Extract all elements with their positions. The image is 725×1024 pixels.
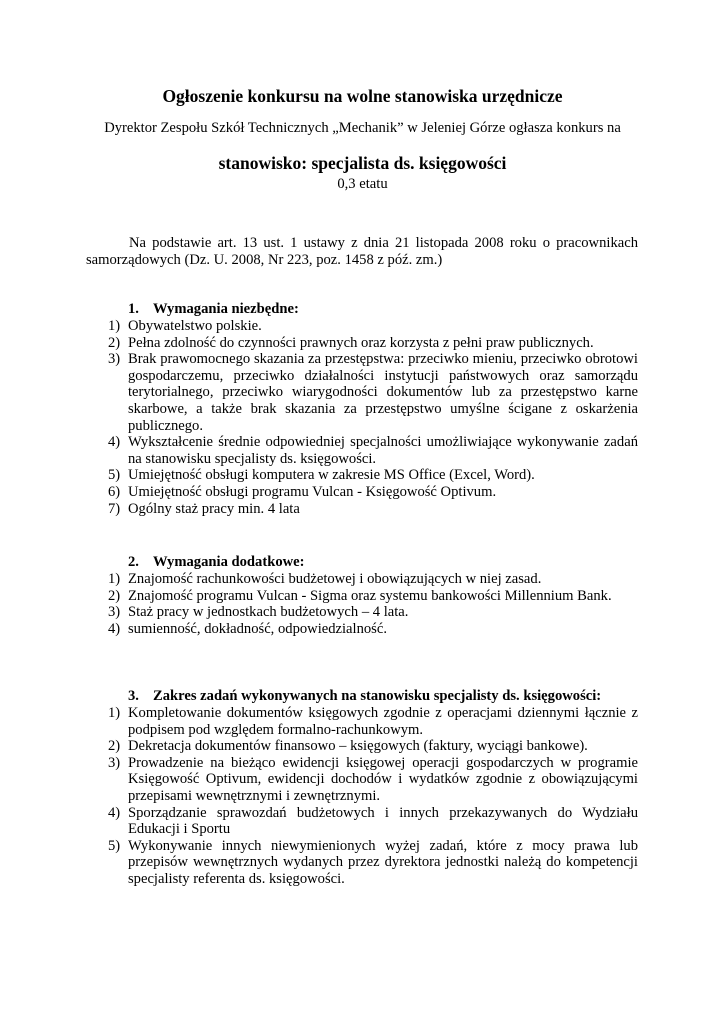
list-marker: 3) <box>108 754 121 771</box>
section-heading-text: Wymagania niezbędne: <box>153 301 299 317</box>
list-item <box>108 351 638 434</box>
list-marker: 6) <box>108 483 121 500</box>
list-item-text: Umiejętność obsługi programu Vulcan - Księgowość Optivum. <box>128 483 497 500</box>
list-marker: 5) <box>108 467 121 484</box>
list-item <box>108 318 638 335</box>
list-item <box>108 838 638 888</box>
list-marker: 3) <box>108 604 121 621</box>
list-marker: 4) <box>108 434 121 451</box>
list-marker: 1) <box>108 571 121 587</box>
list-item <box>108 571 638 588</box>
list-item <box>108 467 638 484</box>
section-heading-duties <box>128 688 601 705</box>
list-item <box>108 484 638 501</box>
list-marker: 7) <box>108 500 121 517</box>
director-announcement: Dyrektor Zespołu Szkół Technicznych „Mechanik” w Jeleniej Górze ogłasza konkurs na <box>104 120 621 136</box>
legal-basis-paragraph: Na podstawie art. 13 ust. 1 ustawy z dnia 21 listopada 2008 roku o pracownikach samorządowych (Dz. U. 2008, Nr 223, poz. 1458 z póź. zm.) <box>86 235 638 268</box>
list-marker: 2) <box>108 738 121 755</box>
list-marker: 1) <box>108 705 121 721</box>
additional-list <box>108 571 638 637</box>
list-marker: 4) <box>108 620 121 637</box>
list-item <box>108 588 638 605</box>
list-item-text: Brak prawomocnego skazania za przestępstwa: przeciwko mieniu, przeciwko obrotowi gospodarczemu, przeciwko działalności instytucji państwowych oraz samorządu terytorialnego, przeciwko wiarygodności dokumentów lub za przestępstwo karne skarbowe, a także brak skazania za przestępstwo umyślne ścigane z oskarżenia publicznego. <box>128 351 638 434</box>
section-number: 1. <box>128 301 139 317</box>
list-marker: 2) <box>108 587 121 604</box>
list-item <box>108 335 638 352</box>
section-number: 2. <box>128 554 139 570</box>
list-item-text: Wykształcenie średnie odpowiedniej specjalności umożliwiające wykonywanie zadań na stanowisku specjalisty ds. księgowości. <box>128 434 638 467</box>
list-item-text: Pełna zdolność do czynności prawnych oraz korzysta z pełni praw publicznych. <box>128 334 594 351</box>
list-marker: 4) <box>108 804 121 821</box>
list-item-text: sumienność, dokładność, odpowiedzialność. <box>128 620 387 637</box>
list-item <box>108 755 638 805</box>
list-item <box>108 501 638 518</box>
list-marker: 3) <box>108 351 121 368</box>
section-heading-text: Wymagania dodatkowe: <box>153 554 305 570</box>
list-marker: 5) <box>108 837 121 854</box>
list-item-text: Obywatelstwo polskie. <box>128 318 262 334</box>
required-list <box>108 318 638 517</box>
section-heading-required <box>128 301 299 318</box>
section-heading-additional <box>128 554 305 571</box>
section-number: 3. <box>128 688 139 704</box>
list-item-text: Znajomość programu Vulcan - Sigma oraz systemu bankowości Millennium Bank. <box>128 587 612 604</box>
list-item-text: Ogólny staż pracy min. 4 lata <box>128 500 300 517</box>
page-title: Ogłoszenie konkursu na wolne stanowiska urzędnicze <box>162 86 563 106</box>
list-item <box>108 705 638 738</box>
list-marker: 1) <box>108 318 121 334</box>
list-item-text: Dekretacja dokumentów finansowo – księgowych (faktury, wyciągi bankowe). <box>128 738 588 755</box>
section-heading-text: Zakres zadań wykonywanych na stanowisku specjalisty ds. księgowości: <box>153 688 602 704</box>
list-item <box>108 621 638 638</box>
list-marker: 2) <box>108 334 121 351</box>
list-item-text: Sporządzanie sprawozdań budżetowych i innych przekazywanych do Wydziału Edukacji i Sportu <box>128 804 638 838</box>
list-item-text: Znajomość rachunkowości budżetowej i obowiązujących w niej zasad. <box>128 571 542 587</box>
list-item-text: Umiejętność obsługi komputera w zakresie MS Office (Excel, Word). <box>128 467 535 484</box>
list-item <box>108 604 638 621</box>
list-item-text: Staż pracy w jednostkach budżetowych – 4 lata. <box>128 604 409 621</box>
list-item <box>108 434 638 467</box>
employment-fraction: 0,3 etatu <box>337 176 388 192</box>
position-title: stanowisko: specjalista ds. księgowości <box>218 153 507 173</box>
list-item <box>108 738 638 755</box>
list-item <box>108 805 638 838</box>
duties-list <box>108 705 638 888</box>
list-item-text: Prowadzenie na bieżąco ewidencji księgowej operacji gospodarczych w programie Księgowość Optivum, ewidencji dochodów i wydatków zgodnie z obowiązującymi przepisami wewnętrznymi i zewnętrznymi. <box>128 754 638 804</box>
list-item-text: Kompletowanie dokumentów księgowych zgodnie z operacjami dziennymi łącznie z podpisem pod względem formalno-rachunkowym. <box>128 705 638 738</box>
list-item-text: Wykonywanie innych niewymienionych wyżej zadań, które z mocy prawa lub przepisów wewnętrznych wydanych przez dyrektora jednostki należą do kompetencji specjalisty referenta ds. księgowości. <box>128 837 638 887</box>
